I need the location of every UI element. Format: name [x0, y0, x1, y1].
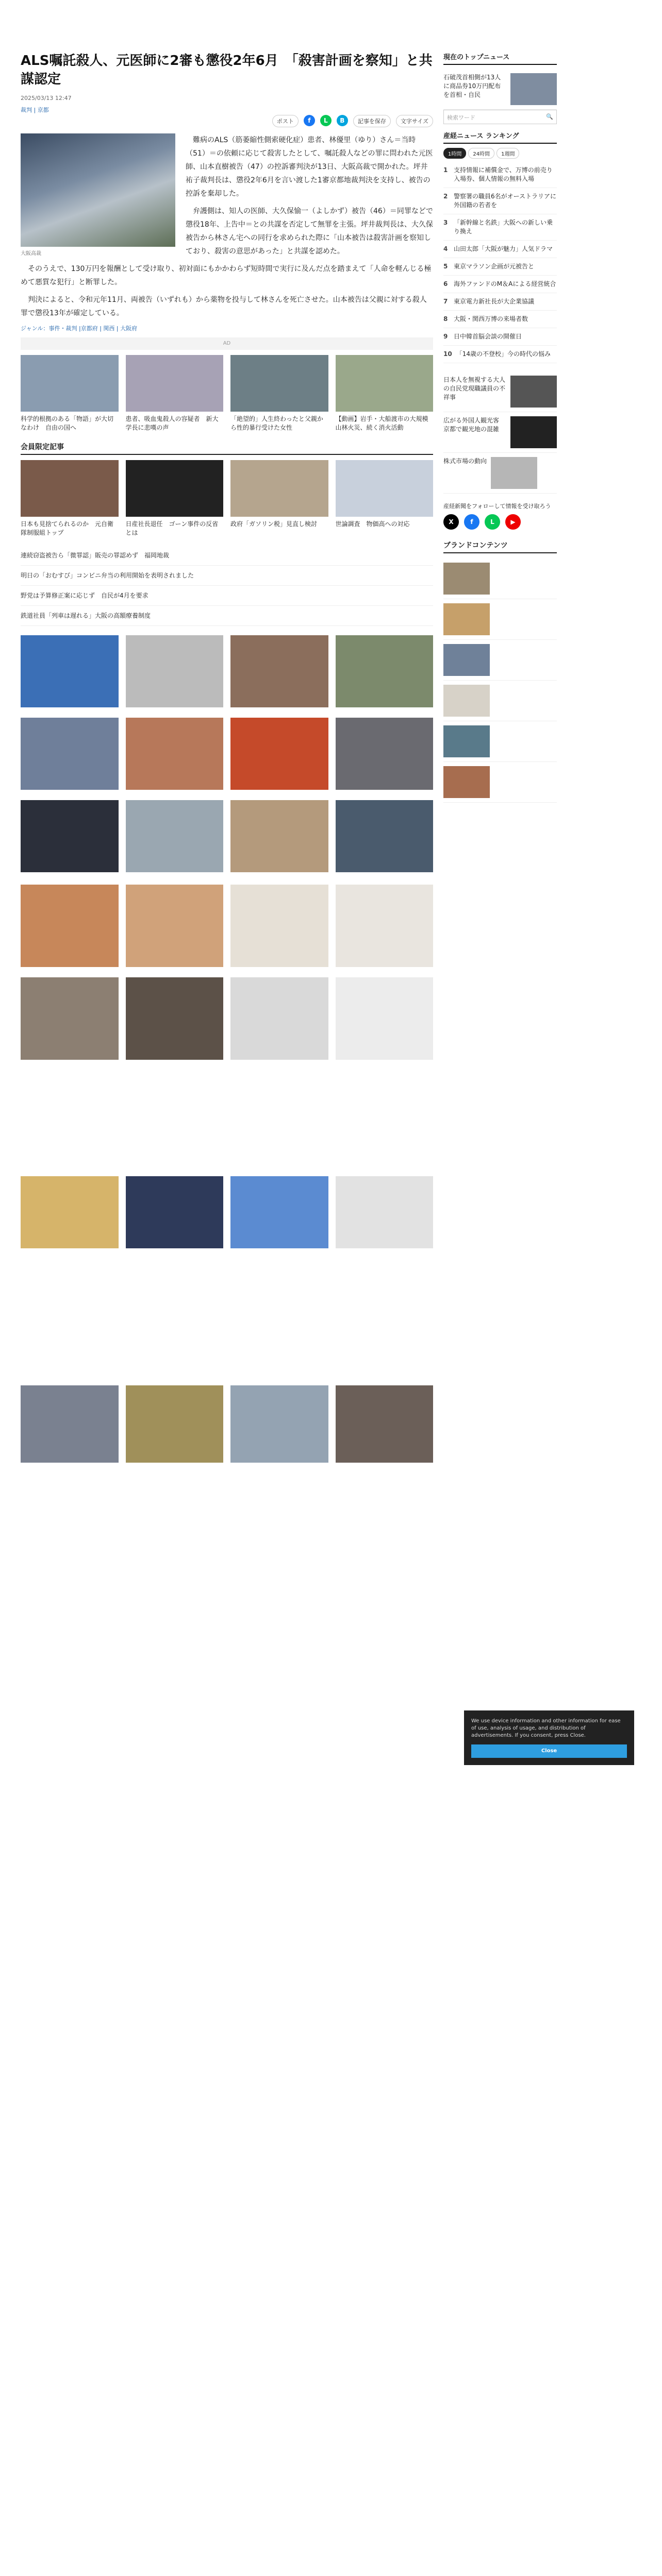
- members-grid: [21, 460, 433, 537]
- ranking-item[interactable]: 8 大阪・関西万博の来場者数: [443, 311, 557, 328]
- follow-text: 産経新聞をフォローして情報を受け取ろう: [443, 503, 551, 510]
- court-building-photo: [21, 133, 175, 247]
- feature-card[interactable]: [126, 635, 224, 710]
- news-card[interactable]: [126, 460, 224, 537]
- feature-card[interactable]: [230, 977, 328, 1063]
- brand-card[interactable]: [443, 762, 557, 803]
- ranking-item[interactable]: 10 「14歳の不登校」今の時代の悩み: [443, 346, 557, 363]
- facebook-icon[interactable]: f: [304, 115, 315, 126]
- ranking-item[interactable]: 3 「新幹線と名鉄」大阪への新しい乗り換え: [443, 214, 557, 241]
- cookie-close-button[interactable]: Close: [471, 1744, 627, 1758]
- feature-card[interactable]: [126, 1385, 224, 1466]
- feature-card[interactable]: [126, 885, 224, 970]
- news-title: 日本も見捨てられるのか 元自衛隊制服組トップ: [21, 520, 114, 536]
- related-card[interactable]: [230, 355, 328, 432]
- brand-card[interactable]: [443, 681, 557, 721]
- feature-card[interactable]: [336, 718, 434, 793]
- feature-card[interactable]: [21, 718, 119, 793]
- brand-card[interactable]: [443, 599, 557, 640]
- search-icon[interactable]: 🔍: [546, 113, 553, 120]
- article-paragraph: 弁護側は、知人の医師、大久保愉一（よしかず）被告（46）＝同罪などで懲役18年、上告中＝との共謀を否定して無罪を主張。坪井裁判長は、大久保被告から林さん宅への同行を求められた際に「山本被告は殺害計画を察知しており、殺害の意思があった」と共謀を認めた。: [186, 207, 433, 256]
- share-bar: [21, 115, 433, 127]
- related-title: 【動画】岩手・大船渡市の大規模山林火災、続く消火活動: [335, 415, 428, 431]
- feature-card[interactable]: [230, 1176, 328, 1251]
- feature-card[interactable]: [126, 718, 224, 793]
- related-card[interactable]: [336, 355, 434, 432]
- brand-card[interactable]: [443, 640, 557, 681]
- feature-card[interactable]: [230, 635, 328, 710]
- top-news-text: 石破茂首相側が13人に商品券10万円配布を首相・自民: [443, 74, 501, 98]
- tab-24h[interactable]: 24時間: [468, 148, 494, 159]
- article-paragraph: そのうえで、130万円を報酬として受け取り、初対面にもかかわらず短時間で実行に及んだ点を踏まえて「人命を軽んじる極めて悪質な犯行」と断罪した。: [21, 265, 432, 286]
- feature-card[interactable]: [230, 800, 328, 875]
- ranking-title: 産経ニュース ランキング: [443, 130, 557, 144]
- article-tags[interactable]: 裁判 | 京都: [21, 107, 49, 113]
- ranking-tabs: [443, 148, 557, 159]
- feature-card[interactable]: [21, 977, 119, 1063]
- cookie-banner: [464, 1710, 634, 1765]
- youtube-icon[interactable]: ▶: [505, 514, 521, 530]
- news-card[interactable]: [230, 460, 328, 537]
- top-news-title: 現在のトップニュース: [443, 52, 557, 65]
- related-title: 「絶望的」人生終わったと父親から性的暴行受けた女性: [230, 415, 323, 431]
- list-item[interactable]: 野党は予算修正案に応じず 自民が4月を要求: [21, 586, 433, 606]
- tab-1w[interactable]: 1週間: [496, 148, 519, 159]
- feature-card[interactable]: [21, 1385, 119, 1466]
- list-item[interactable]: 明日の「おむすび」コンビニ弁当の利用開始を表明されました: [21, 566, 433, 586]
- feature-card[interactable]: [336, 1176, 434, 1251]
- ranking-item[interactable]: 5 東京マラソン企画が元被告と: [443, 258, 557, 276]
- related-grid: [21, 355, 433, 432]
- feature-card[interactable]: [126, 977, 224, 1063]
- side-card[interactable]: 日本人を無視する大人の自民党現職議員の不祥事: [443, 371, 557, 412]
- related-title: 患者、吸血鬼殺人の容疑者 新大学長に悲嘆の声: [125, 415, 219, 431]
- feature-card[interactable]: [230, 885, 328, 970]
- article-date: 2025/03/13 12:47: [21, 95, 72, 101]
- brand-card[interactable]: [443, 721, 557, 762]
- save-button[interactable]: 記事を保存: [353, 115, 391, 127]
- search-placeholder: 検索ワード: [447, 114, 475, 121]
- feature-card[interactable]: [21, 800, 119, 875]
- feature-card[interactable]: [336, 977, 434, 1063]
- ranking-item[interactable]: 4 山田太郎「大阪が魅力」人気ドラマ: [443, 241, 557, 258]
- feature-card[interactable]: [336, 1385, 434, 1466]
- ranking-item[interactable]: 7 東京電力新社長が大企業協議: [443, 293, 557, 311]
- text-list: [21, 546, 433, 626]
- top-news-item[interactable]: [443, 69, 557, 110]
- ranking-item[interactable]: 1 支持情報に補償金で、万博の前売り入場券、個人情報の無料入場: [443, 162, 557, 188]
- ad-slot: AD: [21, 337, 433, 350]
- related-card[interactable]: [21, 355, 119, 432]
- follow-icons: [443, 514, 557, 530]
- facebook-icon[interactable]: f: [464, 514, 479, 530]
- search-input[interactable]: [443, 110, 557, 124]
- news-title: 世論調査 物価高への対応: [335, 520, 410, 528]
- news-title: 日産社長退任 ゴーン事件の反省とは: [125, 520, 219, 536]
- related-card[interactable]: [126, 355, 224, 432]
- brand-content-title: ブランドコンテンツ: [443, 540, 557, 553]
- cookie-text: We use device information and other information for ease of use, analysis of usage, and distribution of advertisements. If you consent, press Close.: [471, 1718, 621, 1738]
- feature-card[interactable]: [230, 718, 328, 793]
- news-card[interactable]: [336, 460, 434, 537]
- article-paragraph: 判決によると、令和元年11月、両被告（いずれも）から薬物を投与して林さんを死亡させた。山本被告は父親に対する殺人罪で懲役13年が確定している。: [21, 296, 427, 317]
- line-icon[interactable]: L: [320, 115, 332, 126]
- feature-card[interactable]: [336, 800, 434, 875]
- feature-card[interactable]: [21, 1176, 119, 1251]
- list-item[interactable]: 連続窃盗被告ら「微罪認」販売の罪認めず 福岡地裁: [21, 546, 433, 566]
- side-card[interactable]: 広がる外国人観光客 京都で観光地の混雑: [443, 412, 557, 453]
- photo-caption: 大阪高裁: [21, 251, 41, 257]
- feature-card[interactable]: [21, 885, 119, 970]
- article-body: [21, 133, 433, 320]
- feature-card[interactable]: [126, 800, 224, 875]
- brand-list: [443, 558, 557, 803]
- feature-card[interactable]: [336, 885, 434, 970]
- main-column: [21, 52, 433, 1466]
- ranking-item[interactable]: 2 警察署の職員6名がオーストラリアに外国籍の若者を: [443, 188, 557, 214]
- ranking-item[interactable]: 9 日中韓首脳会談の開催日: [443, 328, 557, 346]
- x-icon[interactable]: X: [443, 514, 459, 530]
- feature-card[interactable]: [230, 1385, 328, 1466]
- tab-1h[interactable]: 1時間: [443, 148, 466, 159]
- feature-grid-2: [21, 885, 433, 1063]
- feature-grid-4: [21, 1385, 433, 1466]
- hatena-icon[interactable]: B: [337, 115, 348, 126]
- feature-grid-3: [21, 1176, 433, 1251]
- article-paragraph: 難病のALS（筋萎縮性側索硬化症）患者、林優里（ゆり）さん＝当時（51）＝の依頼に応じて殺害したとして、嘱託殺人などの罪に問われた元医師、山本直樹被告（47）の控訴審判決が13日、大阪高裁で開かれた。坪井祐子裁判長は、懲役2年6月を言い渡した1審京都地裁判決を支持し、被告の控訴を棄却した。: [186, 136, 433, 198]
- feature-card[interactable]: [126, 1176, 224, 1251]
- font-size-button[interactable]: 文字サイズ: [396, 115, 433, 127]
- article-title: ALS嘱託殺人、元医師に2審も懲役2年6月 「殺害計画を察知」と共謀認定: [21, 53, 433, 87]
- sidebar: [443, 52, 557, 803]
- brand-card[interactable]: [443, 558, 557, 599]
- ranking-list: [443, 162, 557, 363]
- genre-tags[interactable]: ジャンル：事件・裁判 |京都府 | 関西 | 大阪府: [21, 325, 138, 332]
- related-title: 科学的根拠のある「物語」が大切なわけ 自由の国へ: [21, 415, 114, 431]
- news-card[interactable]: [21, 460, 119, 537]
- feature-card[interactable]: [21, 635, 119, 710]
- side-cards: [443, 371, 557, 494]
- side-card[interactable]: 株式市場の動向: [443, 453, 557, 494]
- feature-grid-1: [21, 635, 433, 875]
- news-title: 政府「ガソリン税」見直し検討: [230, 520, 318, 528]
- article-photo-block: [21, 133, 175, 257]
- members-section-title: 会員限定記事: [21, 442, 433, 455]
- feature-card[interactable]: [336, 635, 434, 710]
- list-item[interactable]: 鉄道社員「列車は遅れる」大阪の高額療養制度: [21, 606, 433, 626]
- post-button[interactable]: ポスト: [272, 115, 299, 127]
- line-icon[interactable]: L: [485, 514, 500, 530]
- ranking-item[interactable]: 6 海外ファンドのM＆Aによる経営統合: [443, 276, 557, 293]
